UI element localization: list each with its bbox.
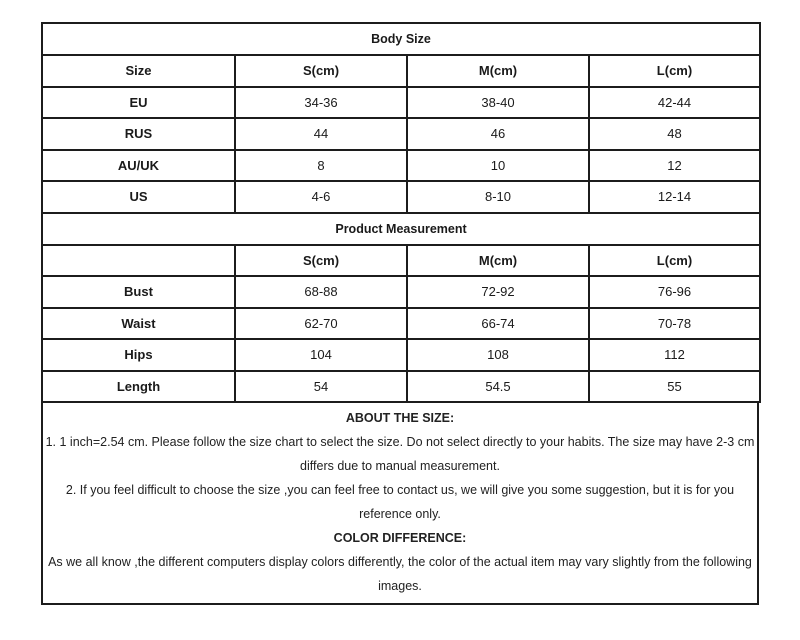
table-cell: 48 [589,118,760,150]
table-cell: 70-78 [589,308,760,340]
column-header: L(cm) [589,55,760,87]
row-label: Bust [42,276,235,308]
table-cell: 104 [235,339,407,371]
table-cell: 12 [589,150,760,182]
table-row [42,181,760,213]
table-cell: 108 [407,339,589,371]
size-table [41,22,761,403]
about-size-heading: ABOUT THE SIZE: [345,411,455,425]
size-note-1: 1. 1 inch=2.54 cm. Please follow the size chart to select the size. Do not select directly to your habits. The size may have 2-3 cm differs due to manual measurement. [45,435,755,473]
product-measurement-title: Product Measurement [42,213,760,245]
table-cell: 46 [407,118,589,150]
table-row [42,118,760,150]
table-cell: 76-96 [589,276,760,308]
table-cell: 12-14 [589,181,760,213]
table-cell: 66-74 [407,308,589,340]
size-note-2: 2. If you feel difficult to choose the size ,you can feel free to contact us, we will give you some suggestion, but it is for you reference only. [65,483,735,521]
product-measurement-title-row [42,213,760,245]
row-label: Length [42,371,235,403]
color-difference-note: As we all know ,the different computers display colors differently, the color of the actual item may vary slightly from the following images. [48,555,752,593]
table-cell: 8-10 [407,181,589,213]
row-label: AU/UK [42,150,235,182]
column-header: M(cm) [407,245,589,277]
column-header: Size [42,55,235,87]
color-difference-heading: COLOR DIFFERENCE: [333,531,467,545]
table-row [42,150,760,182]
column-header: S(cm) [235,55,407,87]
table-cell: 62-70 [235,308,407,340]
size-notes [41,403,759,605]
column-header [42,245,235,277]
table-row [42,371,760,403]
table-row [42,339,760,371]
table-cell: 44 [235,118,407,150]
table-cell: 72-92 [407,276,589,308]
column-header: M(cm) [407,55,589,87]
body-size-header-row [42,55,760,87]
body-size-title-row [42,23,760,55]
row-label: US [42,181,235,213]
table-cell: 54.5 [407,371,589,403]
row-label: EU [42,87,235,119]
row-label: Waist [42,308,235,340]
row-label: Hips [42,339,235,371]
table-cell: 55 [589,371,760,403]
table-row [42,87,760,119]
table-cell: 38-40 [407,87,589,119]
table-row [42,308,760,340]
table-cell: 4-6 [235,181,407,213]
row-label: RUS [42,118,235,150]
column-header: S(cm) [235,245,407,277]
table-cell: 54 [235,371,407,403]
size-chart [41,22,759,605]
body-size-title: Body Size [42,23,760,55]
column-header: L(cm) [589,245,760,277]
product-measurement-header-row [42,245,760,277]
table-cell: 68-88 [235,276,407,308]
table-cell: 8 [235,150,407,182]
table-cell: 34-36 [235,87,407,119]
table-cell: 112 [589,339,760,371]
table-row [42,276,760,308]
table-cell: 10 [407,150,589,182]
table-cell: 42-44 [589,87,760,119]
